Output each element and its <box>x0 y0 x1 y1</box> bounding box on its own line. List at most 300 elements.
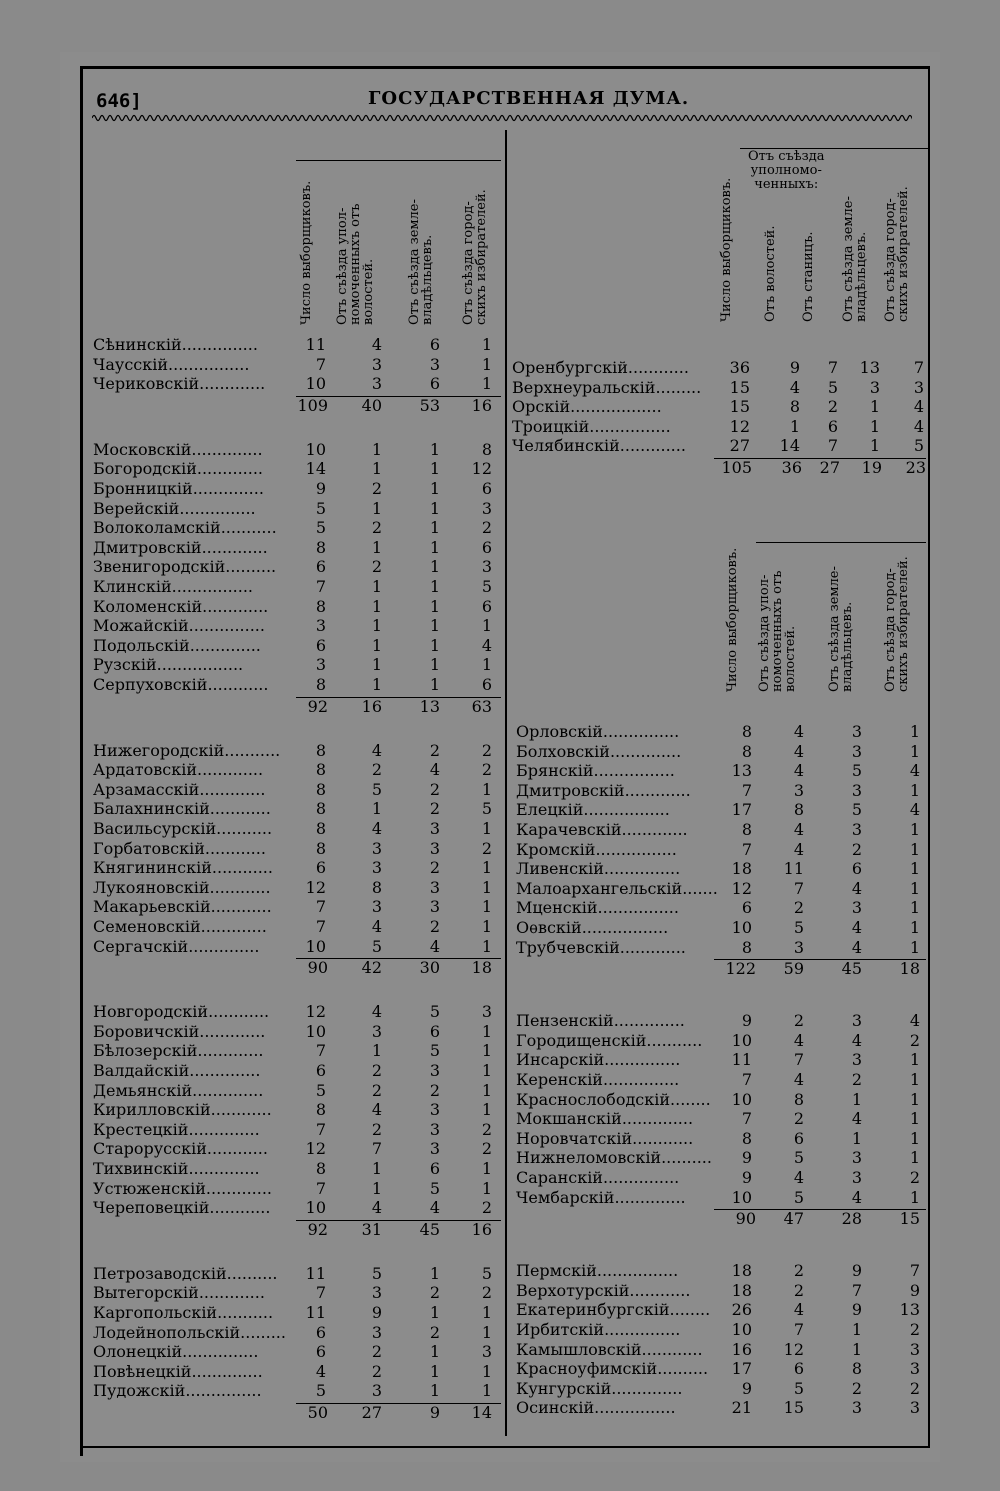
district-name: Олонецкій............... <box>93 1342 259 1362</box>
cell-value: 4 <box>429 1198 440 1218</box>
district-name: Лукояновскій............ <box>93 877 271 897</box>
frame-top-rule <box>82 66 930 69</box>
cell-value: 10 <box>305 439 326 459</box>
cell-value: 11 <box>305 1303 326 1322</box>
cell-value: 10 <box>305 936 326 956</box>
cell-value: 4 <box>909 800 920 820</box>
cell-value: 5 <box>851 761 862 781</box>
cell-value: 2 <box>429 1322 440 1342</box>
cell-value: 7 <box>741 780 752 800</box>
cell-value: 6 <box>315 635 326 655</box>
cell-value: 8 <box>315 779 326 799</box>
total-value: 90 <box>307 958 328 978</box>
cell-value: 1 <box>909 918 920 937</box>
total-value: 13 <box>419 696 440 716</box>
cell-value: 7 <box>793 1050 804 1070</box>
cell-value: 6 <box>481 675 492 694</box>
cell-value: 1 <box>429 675 440 694</box>
district-name: Каргопольскій........... <box>93 1303 274 1322</box>
cell-value: 2 <box>371 760 382 780</box>
cell-value: 8 <box>315 675 326 694</box>
district-name: Чембарскій.............. <box>516 1187 686 1207</box>
cell-value: 17 <box>731 1359 752 1379</box>
cell-value: 7 <box>371 1139 382 1159</box>
cell-value: 3 <box>371 1322 382 1342</box>
table-row <box>516 1300 924 1320</box>
table-row <box>93 479 503 499</box>
total-value: 31 <box>361 1219 382 1239</box>
cell-value: 4 <box>429 936 440 956</box>
district-name: Брянскій................ <box>516 761 675 781</box>
cell-value: 3 <box>371 838 382 858</box>
cell-value: 2 <box>793 1261 804 1281</box>
cell-value: 5 <box>827 377 838 397</box>
cell-value: 3 <box>851 780 862 800</box>
district-name: Старорусскій............ <box>93 1139 268 1159</box>
frame-bottom-rule <box>82 1446 930 1448</box>
cell-value: 6 <box>793 1128 804 1148</box>
cell-value: 2 <box>371 1119 382 1139</box>
table-row <box>93 577 503 597</box>
cell-value: 5 <box>429 1002 440 1022</box>
total-value: 18 <box>471 958 492 978</box>
cell-value: 4 <box>315 1361 326 1381</box>
table-row <box>516 1359 924 1379</box>
group-total <box>516 959 924 979</box>
cell-value: 7 <box>909 1261 920 1281</box>
table-row <box>516 1320 924 1340</box>
cell-value: 5 <box>793 1378 804 1398</box>
table-row <box>516 840 924 860</box>
cell-value: 1 <box>909 859 920 879</box>
cell-value: 6 <box>315 557 326 577</box>
cell-value: 1 <box>869 397 880 417</box>
table-row <box>93 597 503 617</box>
cell-value: 3 <box>909 1359 920 1379</box>
cell-value: 1 <box>909 1089 920 1109</box>
district-name: Богородскій............. <box>93 459 263 479</box>
cell-value: 4 <box>793 839 804 859</box>
district-name: Макарьевскій............ <box>93 897 272 917</box>
cell-value: 2 <box>909 1168 920 1187</box>
total-value: 16 <box>361 696 382 716</box>
cell-value: 4 <box>851 1030 862 1050</box>
cell-value: 2 <box>851 1378 862 1398</box>
total-value: 18 <box>899 959 920 979</box>
table-row <box>516 1090 924 1110</box>
cell-value: 1 <box>429 479 440 498</box>
cell-value: 1 <box>909 1109 920 1129</box>
cell-value: 1 <box>481 1100 492 1120</box>
cell-value: 1 <box>481 1303 492 1322</box>
cell-value: 7 <box>315 1178 326 1198</box>
table-row <box>93 897 503 917</box>
district-name: Оренбургскій............ <box>512 358 689 377</box>
cell-value: 7 <box>741 1109 752 1129</box>
cell-value: 2 <box>909 1030 920 1050</box>
cell-value: 7 <box>315 897 326 917</box>
cell-value: 1 <box>909 820 920 839</box>
total-value: 45 <box>841 959 862 979</box>
cell-value: 11 <box>783 859 804 879</box>
cell-value: 2 <box>481 740 492 760</box>
table-row <box>93 518 503 538</box>
table-row <box>516 938 924 958</box>
table-row <box>516 1261 924 1281</box>
total-value: 45 <box>419 1219 440 1239</box>
district-name: Сергачскій.............. <box>93 936 260 956</box>
cell-value: 4 <box>793 761 804 781</box>
cell-value: 11 <box>305 1263 326 1283</box>
district-name: Пермскій................ <box>516 1261 679 1281</box>
cell-value: 12 <box>471 459 492 479</box>
cell-value: 1 <box>371 439 382 459</box>
cell-value: 7 <box>315 917 326 936</box>
total-value: 105 <box>721 458 752 477</box>
cell-value: 5 <box>851 800 862 820</box>
table-row <box>93 499 503 519</box>
table-row <box>516 1050 924 1070</box>
cell-value: 1 <box>909 1187 920 1207</box>
district-name: Мценскій................ <box>516 898 679 918</box>
cell-value: 2 <box>481 518 492 538</box>
cell-value: 13 <box>859 358 880 377</box>
table-row <box>93 1022 503 1042</box>
district-name: Бронницкій.............. <box>93 479 264 498</box>
cell-value: 1 <box>371 577 382 596</box>
table-row <box>516 859 924 879</box>
cell-value: 9 <box>909 1280 920 1300</box>
cell-value: 3 <box>315 616 326 636</box>
cell-value: 11 <box>731 1050 752 1070</box>
cell-value: 2 <box>429 779 440 799</box>
total-value: 90 <box>735 1209 756 1229</box>
cell-value: 7 <box>315 1041 326 1061</box>
district-name: Лодейнопольскій......... <box>93 1322 286 1342</box>
cell-value: 4 <box>371 917 382 936</box>
cell-value: 4 <box>913 416 924 436</box>
district-name: Дмитровскій............. <box>93 537 268 557</box>
cell-value: 2 <box>481 760 492 780</box>
cell-value: 13 <box>731 761 752 781</box>
table-row <box>516 879 924 899</box>
cell-value: 18 <box>731 1261 752 1281</box>
cell-value: 8 <box>741 1128 752 1148</box>
district-name: Камышловскій............ <box>516 1339 703 1359</box>
district-name: Коломенскій............. <box>93 596 269 616</box>
total-value: 92 <box>307 1219 328 1239</box>
table-row <box>516 742 924 762</box>
cell-value: 10 <box>731 1320 752 1339</box>
table-row <box>93 636 503 656</box>
cell-value: 3 <box>851 820 862 839</box>
total-value: 14 <box>471 1403 492 1422</box>
table-row <box>516 1070 924 1090</box>
cell-value: 1 <box>429 577 440 596</box>
cell-value: 1 <box>481 1061 492 1080</box>
cell-value: 15 <box>783 1398 804 1418</box>
district-name: Малоархангельскій....... <box>516 878 718 898</box>
district-name: Балахнинскій............ <box>93 799 271 819</box>
cell-value: 3 <box>793 780 804 800</box>
cell-value: 2 <box>371 557 382 577</box>
table-row <box>93 741 503 761</box>
cell-value: 1 <box>851 1089 862 1109</box>
cell-value: 2 <box>481 838 492 858</box>
table-row <box>516 722 924 742</box>
column-header-3: Отъ станицъ. <box>801 231 816 322</box>
cell-value: 1 <box>869 416 880 436</box>
cell-value: 10 <box>731 1187 752 1207</box>
table-row <box>93 1120 503 1140</box>
cell-value: 7 <box>793 1320 804 1339</box>
cell-value: 2 <box>793 1011 804 1031</box>
cell-value: 9 <box>741 1148 752 1168</box>
column-header-1: Число выборщиковъ. <box>299 180 314 325</box>
table-row <box>93 440 503 460</box>
cell-value: 5 <box>315 1080 326 1100</box>
cell-value: 8 <box>315 537 326 557</box>
cell-value: 1 <box>429 655 440 675</box>
cell-value: 6 <box>429 374 440 394</box>
frame-right-rule <box>928 66 930 1448</box>
cell-value: 1 <box>429 1342 440 1362</box>
table-row <box>516 1340 924 1360</box>
district-name: Норовчатскій............ <box>516 1128 694 1148</box>
cell-value: 4 <box>371 819 382 838</box>
district-name: Ирбитскій............... <box>516 1320 681 1339</box>
cell-value: 12 <box>305 1139 326 1159</box>
cell-value: 12 <box>731 878 752 898</box>
cell-value: 2 <box>793 1280 804 1300</box>
cell-value: 1 <box>909 898 920 918</box>
cell-value: 1 <box>429 635 440 655</box>
column-header-4: Отъ съѣзда город- скихъ избирателей. <box>883 556 911 692</box>
cell-value: 1 <box>371 616 382 636</box>
cell-value: 1 <box>789 416 800 436</box>
cell-value: 9 <box>741 1378 752 1398</box>
cell-value: 2 <box>481 1139 492 1159</box>
district-name: Пудожскій............... <box>93 1381 262 1401</box>
cell-value: 7 <box>827 358 838 377</box>
cell-value: 1 <box>481 1322 492 1342</box>
cell-value: 1 <box>429 439 440 459</box>
table-row <box>93 374 503 394</box>
cell-value: 3 <box>851 1148 862 1168</box>
cell-value: 21 <box>731 1398 752 1418</box>
table-row <box>516 1129 924 1149</box>
table-row <box>512 417 924 437</box>
district-name: Демьянскій.............. <box>93 1080 264 1100</box>
cell-value: 9 <box>741 1168 752 1187</box>
cell-value: 14 <box>305 459 326 479</box>
total-value: 53 <box>419 395 440 415</box>
cell-value: 8 <box>741 820 752 839</box>
district-name: Можайскій............... <box>93 616 265 636</box>
total-value: 122 <box>725 959 756 979</box>
district-name: Петрозаводскій.......... <box>93 1263 278 1283</box>
cell-value: 4 <box>793 1070 804 1089</box>
cell-value: 3 <box>429 1139 440 1159</box>
total-value: 28 <box>841 1209 862 1229</box>
cell-value: 3 <box>851 741 862 761</box>
cell-value: 16 <box>731 1339 752 1359</box>
district-name: Кирилловскій............ <box>93 1100 272 1120</box>
district-name: Чериковскій............. <box>93 374 266 394</box>
cell-value: 1 <box>371 537 382 557</box>
district-name: Валдайскій.............. <box>93 1061 261 1080</box>
cell-value: 1 <box>481 877 492 897</box>
cell-value: 1 <box>429 459 440 479</box>
cell-value: 4 <box>913 397 924 417</box>
cell-value: 3 <box>909 1398 920 1418</box>
district-name: Клинскій................ <box>93 577 253 596</box>
cell-value: 27 <box>729 436 750 456</box>
cell-value: 3 <box>371 354 382 374</box>
cell-value: 2 <box>371 1061 382 1080</box>
total-value: 109 <box>297 395 328 415</box>
cell-value: 6 <box>315 1061 326 1080</box>
cell-value: 1 <box>371 1159 382 1178</box>
table-row <box>93 1283 503 1303</box>
total-value: 15 <box>899 1209 920 1229</box>
table-row <box>93 1081 503 1101</box>
group-total <box>93 697 503 717</box>
district-name: Устюженскій............. <box>93 1178 273 1198</box>
cell-value: 10 <box>731 1030 752 1050</box>
cell-value: 4 <box>851 918 862 937</box>
cell-value: 3 <box>371 1381 382 1401</box>
district-name: Княгининскій............ <box>93 858 273 878</box>
cell-value: 8 <box>315 596 326 616</box>
table-row <box>516 820 924 840</box>
district-name: Инсарскій............... <box>516 1050 681 1070</box>
group-total <box>93 1403 503 1423</box>
cell-value: 1 <box>909 1070 920 1089</box>
cell-value: 13 <box>899 1300 920 1320</box>
cell-value: 8 <box>741 741 752 761</box>
cell-value: 8 <box>793 1089 804 1109</box>
cell-value: 2 <box>371 479 382 498</box>
cell-value: 6 <box>315 858 326 878</box>
cell-value: 5 <box>793 1187 804 1207</box>
cell-value: 1 <box>371 1041 382 1061</box>
district-name: Горбатовскій............ <box>93 838 266 858</box>
total-value: 47 <box>783 1209 804 1229</box>
table-row <box>516 761 924 781</box>
table-row <box>93 839 503 859</box>
table-row <box>93 1362 503 1382</box>
cell-value: 3 <box>869 377 880 397</box>
cell-value: 10 <box>731 1089 752 1109</box>
cell-value: 3 <box>429 897 440 917</box>
cell-value: 1 <box>869 436 880 456</box>
cell-value: 1 <box>481 1021 492 1041</box>
table-row <box>93 616 503 636</box>
column-header-3: Отъ съѣзда земле- владѣльцевъ. <box>407 199 435 325</box>
cell-value: 4 <box>793 1168 804 1187</box>
cell-value: 5 <box>315 1381 326 1401</box>
cell-value: 3 <box>371 858 382 878</box>
cell-value: 5 <box>793 918 804 937</box>
table-row <box>93 878 503 898</box>
district-name: Нижнеломовскій.......... <box>516 1148 712 1168</box>
total-value: 16 <box>471 1219 492 1239</box>
cell-value: 1 <box>371 459 382 479</box>
cell-value: 1 <box>481 936 492 956</box>
district-name: Саранскій............... <box>516 1168 680 1187</box>
table-row <box>93 557 503 577</box>
cell-value: 5 <box>481 799 492 819</box>
table-row <box>516 1109 924 1129</box>
district-name: Городищенскій........... <box>516 1030 703 1050</box>
cell-value: 3 <box>851 1011 862 1031</box>
cell-value: 10 <box>305 1021 326 1041</box>
district-name: Дмитровскій............. <box>516 780 691 800</box>
group-total <box>93 396 503 416</box>
total-value: 36 <box>781 458 802 477</box>
total-value: 23 <box>905 458 926 477</box>
cell-value: 1 <box>371 1178 382 1198</box>
district-name: Краснослободскій........ <box>516 1089 711 1109</box>
district-name: Мокшанскій.............. <box>516 1109 694 1129</box>
total-value: 9 <box>429 1403 440 1422</box>
district-name: Тихвинскій.............. <box>93 1159 260 1178</box>
cell-value: 3 <box>913 377 924 397</box>
table-row <box>93 760 503 780</box>
district-name: Верейскій............... <box>93 498 256 518</box>
sub-header-plenipotentiaries: Отъ съѣзда уполномо- ченныхъ: <box>748 149 825 192</box>
table-row <box>93 917 503 937</box>
cell-value: 2 <box>827 397 838 417</box>
district-name: Верхнеуральскій......... <box>512 377 702 397</box>
district-name: Ливенскій............... <box>516 859 681 879</box>
district-name: Волоколамскій........... <box>93 518 277 538</box>
district-name: Боровичскій............. <box>93 1021 266 1041</box>
cell-value: 3 <box>429 1119 440 1139</box>
cell-value: 4 <box>793 741 804 761</box>
table-row <box>516 1379 924 1399</box>
cell-value: 8 <box>741 722 752 741</box>
cell-value: 3 <box>851 722 862 741</box>
district-name: Рузскій................. <box>93 655 244 675</box>
cell-value: 4 <box>909 1011 920 1031</box>
cell-value: 1 <box>481 1041 492 1061</box>
cell-value: 8 <box>481 439 492 459</box>
cell-value: 7 <box>315 1283 326 1303</box>
cell-value: 3 <box>481 1342 492 1362</box>
cell-value: 2 <box>429 858 440 878</box>
column-header-2: Отъ съѣзда упол- номоченныхъ отъ волостей. <box>335 203 376 325</box>
table-row <box>93 1041 503 1061</box>
cell-value: 3 <box>429 877 440 897</box>
cell-value: 1 <box>851 1320 862 1339</box>
column-header-2: Отъ съѣзда упол- номоченныхъ отъ волостей. <box>757 570 798 692</box>
district-name: Верхотурскій............ <box>516 1280 691 1300</box>
table-row <box>516 918 924 938</box>
cell-value: 8 <box>741 937 752 957</box>
table-row <box>93 1323 503 1343</box>
cell-value: 1 <box>429 1381 440 1401</box>
column-header-4: Отъ съѣзда город- скихъ избирателей. <box>461 189 489 325</box>
cell-value: 1 <box>429 537 440 557</box>
cell-value: 2 <box>909 1320 920 1339</box>
district-name: Орловскій............... <box>516 722 680 741</box>
cell-value: 4 <box>793 722 804 741</box>
district-name: Череповецкій............ <box>93 1198 271 1218</box>
cell-value: 1 <box>481 354 492 374</box>
cell-value: 4 <box>851 1187 862 1207</box>
